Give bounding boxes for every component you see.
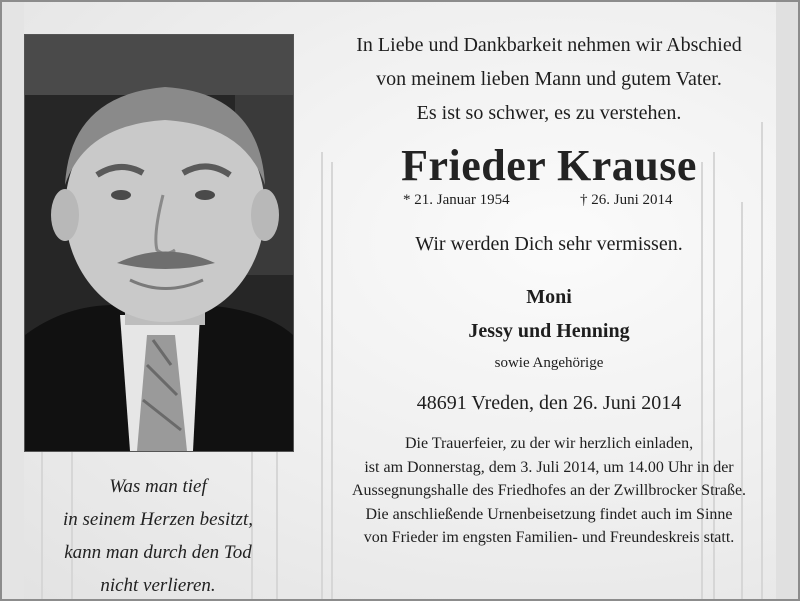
intro-line: von meinem lieben Mann und gutem Vater. xyxy=(376,68,722,90)
life-dates xyxy=(302,192,796,214)
birth-date: * 21. Januar 1954 xyxy=(403,192,510,208)
service-line: Die anschließende Urnenbeisetzung findet auch im Sinne xyxy=(365,505,733,523)
death-date: † 26. Juni 2014 xyxy=(580,192,673,208)
mourner-name: Jessy und Henning xyxy=(468,320,630,342)
intro-line: In Liebe und Dankbarkeit nehmen wir Abschied xyxy=(356,34,742,56)
service-line: von Frieder im engsten Familien- und Freundeskreis statt. xyxy=(363,529,735,546)
service-line: ist am Donnerstag, dem 3. Juli 2014, um 14.00 Uhr in der xyxy=(364,458,734,476)
quote-line: nicht verlieren. xyxy=(100,575,216,596)
portrait-photo xyxy=(24,34,294,452)
intro-text xyxy=(302,28,796,130)
quote-line: kann man durch den Tod xyxy=(64,542,252,563)
service-line: Die Trauerfeier, zu der wir herzlich einladen, xyxy=(404,435,694,452)
funeral-service-info xyxy=(302,432,796,550)
place-date: 48691 Vreden, den 26. Juni 2014 xyxy=(416,392,682,414)
quote-line: in seinem Herzen besitzt, xyxy=(63,509,253,530)
obituary-text xyxy=(302,28,796,550)
service-line: Aussegnungshalle des Friedhofes an der Zwillbrocker Straße. xyxy=(351,482,747,499)
mourner-name: Moni xyxy=(526,286,572,308)
mourners xyxy=(302,280,796,348)
relatives-line: sowie Angehörige xyxy=(494,355,604,371)
memorial-quote xyxy=(24,470,292,601)
quote-line: Was man tief xyxy=(109,476,207,497)
miss-line: Wir werden Dich sehr vermissen. xyxy=(415,233,683,255)
deceased-name: Frieder Krause xyxy=(401,141,697,190)
intro-line: Es ist so schwer, es zu verstehen. xyxy=(416,102,682,124)
